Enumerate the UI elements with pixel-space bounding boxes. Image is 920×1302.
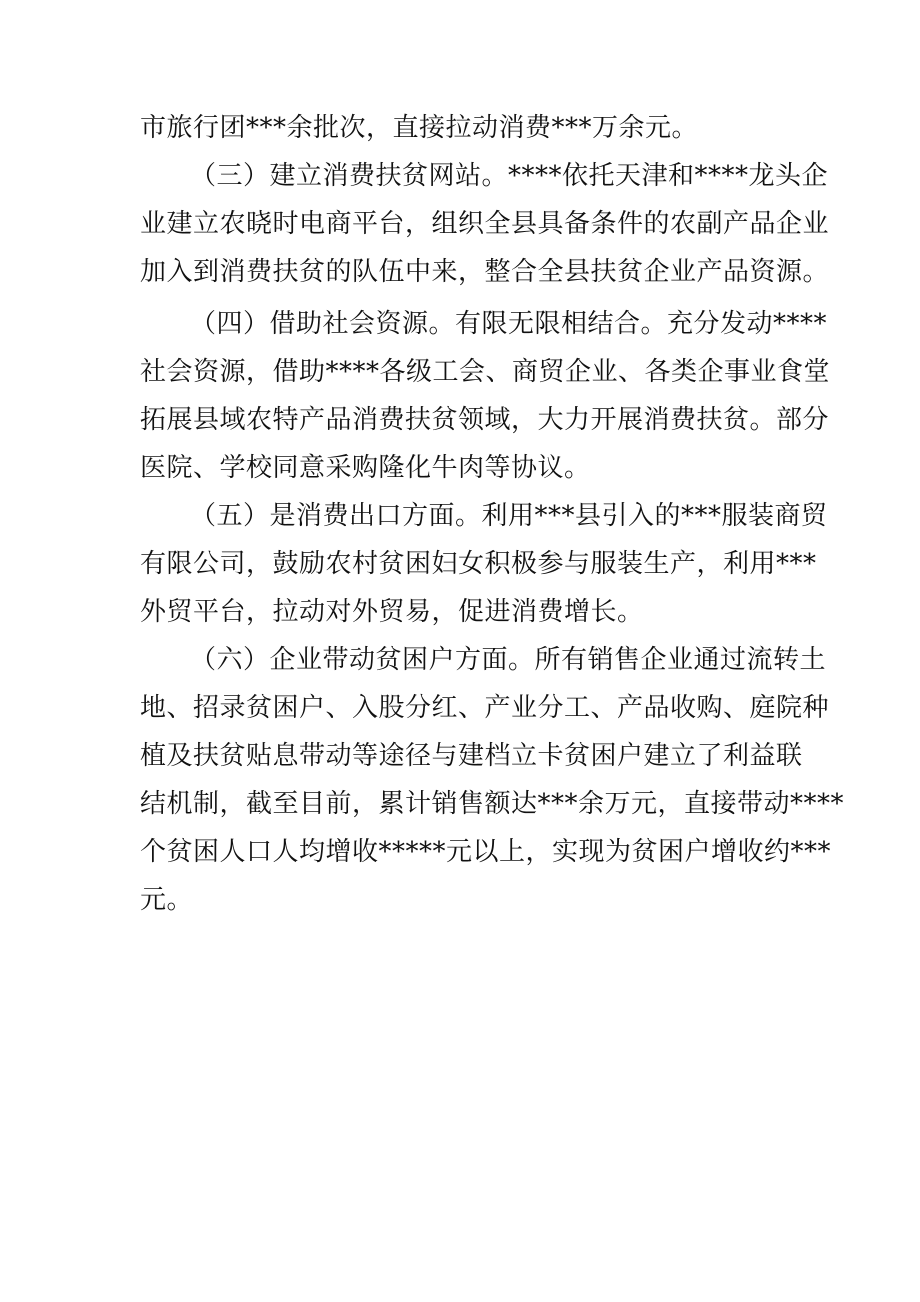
paragraph-line: 有限公司，鼓励农村贫困妇女积极参与服装生产，利用*** [140, 549, 817, 579]
paragraph-line: 地、招录贫困户、入股分红、产业分工、产品收购、庭院种 [140, 693, 830, 723]
paragraph-line: （四）借助社会资源。有限无限相结合。充分发动**** [190, 309, 828, 339]
paragraph-line: 加入到消费扶贫的队伍中来，整合全县扶贫企业产品资源。 [140, 257, 830, 287]
paragraph-line: 植及扶贫贴息带动等途径与建档立卡贫困户建立了利益联 [140, 741, 803, 771]
paragraph-line: 元。 [140, 885, 194, 915]
paragraph-line: 结机制，截至目前，累计销售额达***余万元，直接带动**** [140, 789, 845, 819]
paragraph-line: 医院、学校同意采购隆化牛肉等协议。 [140, 453, 591, 483]
paragraph-line: 市旅行团***余批次，直接拉动消费***万余元。 [140, 113, 699, 143]
paragraph-line: （五）是消费出口方面。利用***县引入的***服装商贸 [190, 501, 828, 531]
paragraph-line: （三）建立消费扶贫网站。****依托天津和****龙头企 [190, 161, 829, 191]
paragraph-line: （六）企业带动贫困户方面。所有销售企业通过流转土 [190, 645, 827, 675]
paragraph-line: 社会资源，借助****各级工会、商贸企业、各类企事业食堂 [140, 357, 831, 387]
paragraph-line: 个贫困人口人均增收*****元以上，实现为贫困户增收约*** [140, 837, 832, 867]
paragraph-line: 外贸平台，拉动对外贸易，促进消费增长。 [140, 597, 644, 627]
paragraph-line: 业建立农晓时电商平台，组织全县具备条件的农副产品企业 [140, 209, 830, 239]
paragraph-line: 拓展县域农特产品消费扶贫领域，大力开展消费扶贫。部分 [140, 405, 830, 435]
